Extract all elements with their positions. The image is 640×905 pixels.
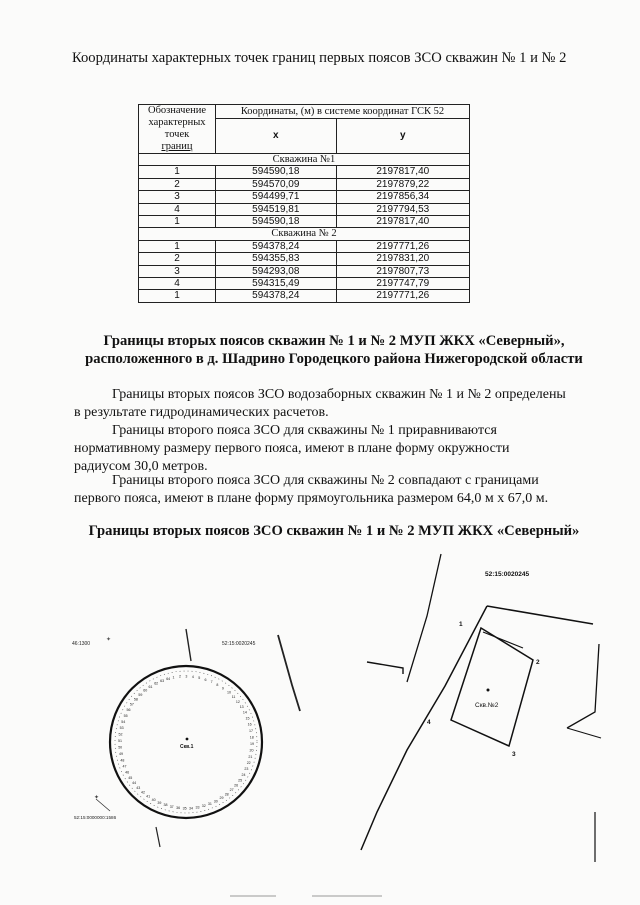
- belt-vertex-number: 59: [138, 692, 143, 697]
- paragraph-1: [74, 386, 598, 422]
- text-line: нормативному размеру первого пояса, имеют в плане форму окружности: [74, 441, 510, 456]
- belt-vertex-number: 44: [132, 781, 137, 786]
- belt-vertex-number: 32: [201, 804, 206, 809]
- map1-point-marker: ✦: [106, 637, 112, 643]
- belt-vertex-number: 63: [160, 679, 165, 683]
- x-value: 594590,18: [216, 216, 337, 228]
- paragraph-2: [74, 422, 598, 476]
- belt-vertex-number: 10: [227, 690, 231, 695]
- belt-vertex-number: 37: [169, 804, 174, 809]
- belt-vertex-number: 11: [231, 694, 236, 699]
- belt-vertex-number: 49: [119, 752, 123, 756]
- text-line: Границы вторых поясов ЗСО водозаборных скважин № 1 и № 2 определены: [112, 387, 566, 402]
- belt-vertex-number: 17: [249, 729, 253, 733]
- belt-vertex-number: 58: [133, 697, 138, 702]
- section-title-maps: Границы вторых поясов ЗСО скважин № 1 и № 2 МУП ЖКХ «Северный»: [88, 523, 580, 539]
- belt-vertex-number: 23: [244, 767, 249, 772]
- x-value: 594570,09: [216, 178, 337, 190]
- table-row: [139, 203, 470, 215]
- x-value: 594519,81: [216, 203, 337, 215]
- table-row: [139, 191, 470, 203]
- table-row: [139, 290, 470, 302]
- well-2-point: [487, 689, 490, 692]
- second-belt-rectangle: [451, 628, 533, 746]
- point-id: 3: [139, 191, 216, 203]
- map2-cadastral-label: 52:15:0020245: [485, 571, 530, 578]
- belt-vertex-number: 7: [210, 680, 213, 685]
- section-title-line: расположенного в д. Шадрино Городецкого района Нижегородской области: [85, 351, 583, 367]
- x-value: 594590,18: [216, 166, 337, 178]
- belt-vertex-number: 39: [157, 800, 162, 805]
- map2-point-3-label: 3: [512, 751, 516, 758]
- table-header-row: [139, 105, 470, 119]
- belt-vertex-number: 36: [176, 806, 181, 810]
- belt-vertex-number: 9: [221, 686, 224, 691]
- y-value: 2197771,26: [336, 240, 469, 252]
- text-line: Границы второго пояса ЗСО для скважины № 1 приравниваются: [112, 423, 497, 438]
- map1-lower-line: [156, 827, 160, 847]
- belt-vertex-number: 35: [182, 806, 187, 811]
- y-value: 2197794,53: [336, 203, 469, 215]
- belt-vertex-number: 26: [234, 783, 239, 788]
- text-line: первого пояса, имеют в плане форму прямоугольника размером 64,0 м х 67,0 м.: [74, 491, 549, 506]
- x-value: 594315,49: [216, 278, 337, 290]
- belt-vertex-number: 6: [204, 677, 207, 682]
- y-value: 2197771,26: [336, 290, 469, 302]
- section-title-line: Границы вторых поясов скважин № 1 и № 2 МУП ЖКХ «Северный»,: [103, 333, 565, 349]
- point-designation-header: [139, 105, 216, 154]
- point-id: 3: [139, 265, 216, 277]
- belt-vertex-number: 54: [121, 720, 126, 724]
- text-line: в результате гидродинамических расчетов.: [74, 405, 329, 420]
- belt-vertex-number: 8: [216, 683, 219, 687]
- map2-leader-line: [483, 632, 523, 648]
- second-belt-circle: [110, 666, 262, 818]
- map1-left-label: 46:1300: [72, 641, 91, 647]
- map2-corner-line: [367, 662, 403, 674]
- belt-vertex-number: 61: [148, 684, 153, 689]
- point-id: 2: [139, 178, 216, 190]
- belt-vertex-number: 24: [241, 772, 246, 777]
- header-line: характерных: [148, 117, 206, 128]
- map1-small-marker: ✦: [94, 795, 100, 801]
- map2-point-1-label: 1: [459, 621, 463, 628]
- paragraph-3: [74, 472, 598, 508]
- coordinates-table: [138, 104, 470, 303]
- belt-vertex-number: 57: [129, 702, 134, 707]
- x-value: 594499,71: [216, 191, 337, 203]
- belt-vertex-number: 40: [151, 798, 156, 802]
- belt-vertex-number: 50: [118, 745, 123, 750]
- point-id: 1: [139, 216, 216, 228]
- point-id: 4: [139, 203, 216, 215]
- y-value: 2197831,20: [336, 253, 469, 265]
- belt-vertex-number: 60: [143, 688, 148, 693]
- header-line: Обозначение: [147, 105, 207, 116]
- y-value: 2197856,34: [336, 191, 469, 203]
- belt-vertex-number: 46: [125, 770, 130, 775]
- belt-vertex-number: 47: [122, 764, 127, 769]
- belt-vertex-number: 41: [146, 794, 151, 799]
- x-value: 594355,83: [216, 253, 337, 265]
- belt-vertex-number: 5: [198, 676, 201, 681]
- y-value: 2197817,40: [336, 166, 469, 178]
- belt-vertex-number: 31: [207, 802, 212, 806]
- map2-right-line: [567, 644, 599, 728]
- belt-vertex-number: 33: [195, 805, 200, 810]
- belt-vertex-number: 18: [249, 735, 254, 740]
- belt-vertex-number: 51: [118, 739, 122, 744]
- coordinate-system-header: Координаты, (м) в системе координат ГСК 52: [216, 105, 470, 119]
- table-row: [139, 240, 470, 252]
- belt-vertex-number: 27: [229, 788, 234, 793]
- belt-vertex-number: 55: [123, 713, 128, 718]
- point-id: 2: [139, 253, 216, 265]
- belt-vertex-number: 13: [239, 705, 244, 709]
- table-row: [139, 166, 470, 178]
- map1-well-label: Скв.1: [180, 744, 194, 750]
- belt-vertex-number: 53: [119, 726, 124, 731]
- well-1-site-map: [70, 615, 310, 850]
- map1-road-line: [186, 629, 191, 661]
- well-2-site-map: [355, 550, 635, 890]
- table-row: [139, 265, 470, 277]
- belt-vertex-number: 29: [219, 796, 224, 801]
- x-value: 594378,24: [216, 240, 337, 252]
- section-row: [139, 228, 470, 240]
- header-line: границ: [161, 141, 193, 152]
- x-value: 594293,08: [216, 265, 337, 277]
- belt-vertex-number: 52: [118, 732, 123, 737]
- belt-vertex-number: 43: [136, 786, 141, 791]
- well-1-title: Скважина №1: [139, 154, 470, 166]
- belt-vertex-number: 16: [247, 722, 252, 727]
- y-value: 2197879,22: [336, 178, 469, 190]
- map2-right-spur: [567, 728, 601, 738]
- belt-vertex-number: 4: [191, 675, 194, 679]
- header-line: точек: [164, 129, 190, 140]
- well-1-point: [186, 738, 189, 741]
- belt-vertex-number: 38: [163, 803, 168, 808]
- point-id: 1: [139, 240, 216, 252]
- y-value: 2197817,40: [336, 216, 469, 228]
- belt-vertex-number: 45: [128, 776, 133, 780]
- belt-vertex-number: 20: [249, 748, 254, 753]
- y-value: 2197807,73: [336, 265, 469, 277]
- scan-edge-marks: [0, 890, 640, 905]
- table-row: [139, 278, 470, 290]
- belt-vertex-number: 34: [189, 806, 193, 811]
- belt-vertex-number: 28: [224, 792, 229, 797]
- belt-vertex-number: 64: [166, 676, 171, 681]
- y-header: y: [336, 119, 469, 154]
- section-title-second-belts: [64, 332, 604, 368]
- belt-vertex-number: 56: [126, 708, 131, 713]
- map1-bottom-label: 52:15:0000000:1586: [74, 815, 117, 820]
- table-row: [139, 253, 470, 265]
- well-2-title: Скважина № 2: [139, 228, 470, 240]
- belt-vertex-number: 22: [246, 761, 251, 765]
- page-heading: Координаты характерных точек границ первых поясов ЗСО скважин № 1 и № 2: [72, 50, 567, 66]
- section-row: [139, 154, 470, 166]
- y-value: 2197747,79: [336, 278, 469, 290]
- map2-parcel-top: [487, 606, 593, 624]
- belt-vertex-number: 25: [238, 778, 243, 783]
- text-line: Границы второго пояса ЗСО для скважины № 2 совпадают с границами: [112, 473, 539, 488]
- map1-cadastral-label: 52:15:0020245: [222, 641, 256, 647]
- map2-road-line: [407, 554, 441, 682]
- table-row: [139, 178, 470, 190]
- belt-vertex-number: 30: [213, 799, 218, 804]
- map2-well-label: Скв.№2: [475, 702, 499, 709]
- belt-vertex-number: 1: [172, 675, 175, 680]
- map2-point-2-label: 2: [536, 659, 540, 666]
- point-id: 1: [139, 166, 216, 178]
- map1-boundary-line: [278, 635, 300, 711]
- belt-vertex-number: 48: [120, 758, 125, 763]
- text-line: радиусом 30,0 метров.: [74, 459, 208, 474]
- point-id: 4: [139, 278, 216, 290]
- belt-vertex-number: 15: [245, 716, 250, 721]
- x-header: x: [216, 119, 337, 154]
- belt-vertex-number: 2: [179, 674, 181, 679]
- belt-vertex-ring: [115, 671, 257, 813]
- belt-vertex-number: 62: [154, 681, 159, 686]
- point-id: 1: [139, 290, 216, 302]
- belt-vertex-number: 42: [141, 790, 145, 795]
- belt-vertex-number: 3: [185, 674, 188, 679]
- belt-vertex-number: 19: [250, 741, 254, 746]
- belt-vertex-number: 21: [248, 754, 253, 759]
- map2-point-4-label: 4: [427, 719, 431, 726]
- belt-vertex-number: 12: [235, 699, 240, 704]
- x-value: 594378,24: [216, 290, 337, 302]
- belt-vertex-number: 14: [242, 710, 247, 715]
- table-row: [139, 216, 470, 228]
